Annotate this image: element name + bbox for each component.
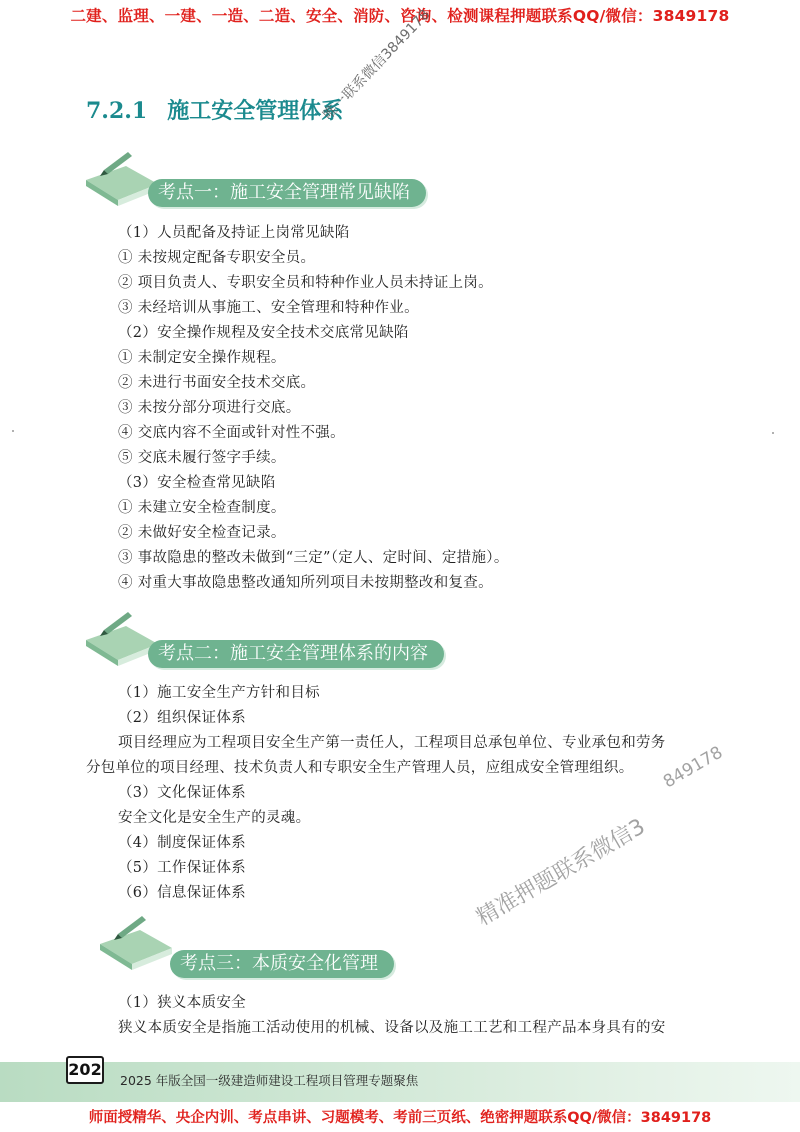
footer-title: 2025 年版全国一级建造师建设工程项目管理专题聚焦 [120, 1073, 419, 1088]
text-line: （2）安全操作规程及安全技术交底常见缺陷 [118, 325, 409, 341]
text-line: ④ 交底内容不全面或针对性不强。 [118, 425, 345, 441]
book-pencil-icon [82, 146, 162, 212]
text-line: 狭义本质安全是指施工活动使用的机械、设备以及施工工艺和工程产品本身具有的安 [118, 1020, 666, 1036]
text-line: ⑤ 交底未履行签字手续。 [118, 450, 286, 466]
scan-speck [772, 432, 774, 434]
text-line: （6）信息保证体系 [118, 885, 246, 901]
watermark-large: 精准押题联系微信3 [472, 814, 650, 931]
watermark-small: 唯一联系微信3849178 [320, 6, 434, 124]
text-line: 安全文化是安全生产的灵魂。 [118, 810, 311, 826]
keypoint-2-title: 考点二：施工安全管理体系的内容 [148, 640, 444, 668]
watermark-tail: 849178 [660, 742, 727, 793]
text-line: （3）文化保证体系 [118, 785, 246, 801]
text-line: ② 未做好安全检查记录。 [118, 525, 286, 541]
text-line: （1）施工安全生产方针和目标 [118, 685, 320, 701]
scan-speck [12, 430, 14, 432]
text-line: （4）制度保证体系 [118, 835, 246, 851]
bottom-promo-banner: 师面授精华、央企内训、考点串讲、习题模考、考前三页纸、绝密押题联系QQ/微信：3849178 [88, 1110, 712, 1126]
text-line: 项目经理应为工程项目安全生产第一责任人，工程项目总承包单位、专业承包和劳务 [118, 735, 666, 751]
text-line: ① 未建立安全检查制度。 [118, 500, 286, 516]
text-line: （1）人员配备及持证上岗常见缺陷 [118, 225, 350, 241]
text-line: （1）狭义本质安全 [118, 995, 246, 1011]
text-line: 分包单位的项目经理、技术负责人和专职安全生产管理人员，应组成安全管理组织。 [86, 760, 634, 776]
page-number: 202 [66, 1056, 104, 1084]
book-pencil-icon [96, 910, 176, 976]
text-line: ③ 未按分部分项进行交底。 [118, 400, 301, 416]
text-line: ② 未进行书面安全技术交底。 [118, 375, 316, 391]
text-line: ① 未按规定配备专职安全员。 [118, 250, 316, 266]
top-promo-banner: 二建、监理、一建、一造、二造、安全、消防、咨询、检测课程押题联系QQ/微信：3849178 [70, 7, 730, 25]
text-line: （2）组织保证体系 [118, 710, 246, 726]
keypoint-3-title: 考点三：本质安全化管理 [170, 950, 394, 978]
text-line: ① 未制定安全操作规程。 [118, 350, 286, 366]
text-line: ② 项目负责人、专职安全员和特种作业人员未持证上岗。 [118, 275, 493, 291]
section-heading [86, 94, 343, 125]
text-line: （5）工作保证体系 [118, 860, 246, 876]
section-title: 施工安全管理体系 [167, 98, 344, 124]
text-line: （3）安全检查常见缺陷 [118, 475, 276, 491]
section-number: 7.2.1 [86, 98, 148, 124]
keypoint-1-title: 考点一：施工安全管理常见缺陷 [148, 179, 426, 207]
text-line: ③ 未经培训从事施工、安全管理和特种作业。 [118, 300, 419, 316]
text-line: ④ 对重大事故隐患整改通知所列项目未按期整改和复查。 [118, 575, 493, 591]
text-line: ③ 事故隐患的整改未做到“三定”（定人、定时间、定措施）。 [118, 550, 509, 566]
